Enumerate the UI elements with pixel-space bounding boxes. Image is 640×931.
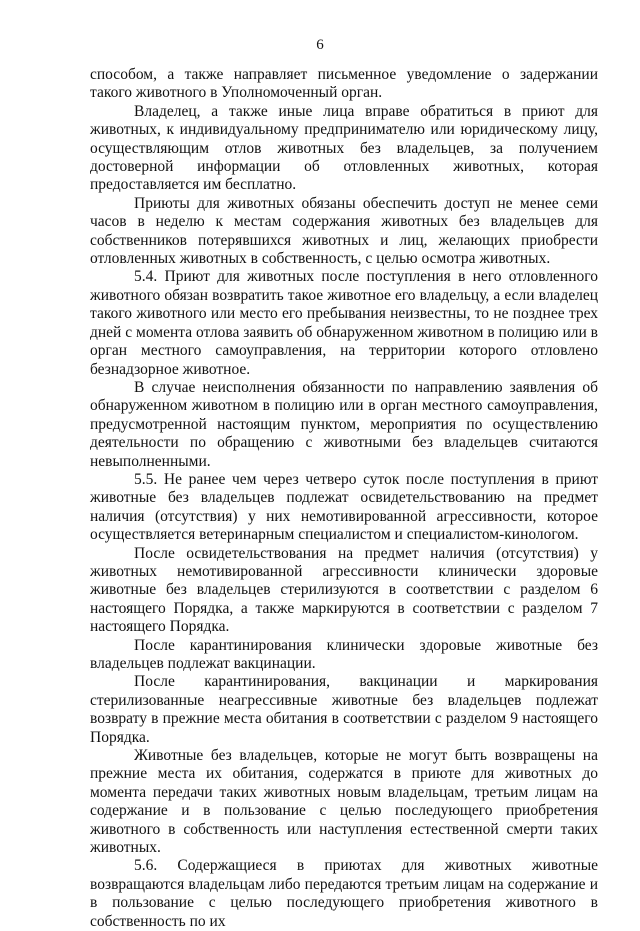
paragraph-section-5-5: 5.5. Не ранее чем через четверо суток после поступления в приют животные без владельцев подлежат освидетельствованию на предмет наличия (отсутствия) у них немотивированной агрессивности, которое осуществляется ветеринарным специалистом и специалистом-кинологом.	[90, 470, 598, 544]
paragraph-shelter-access: Приюты для животных обязаны обеспечить доступ не менее семи часов в неделю к местам содержания животных без владельцев для собственников потерявшихся животных и лиц, желающих приобрести отловленных животных в собственность, с целью осмотра животных.	[90, 194, 598, 268]
paragraph-return: После карантинирования, вакцинации и маркирования стерилизованные неагрессивные животные без владельцев подлежат возврату в прежние места обитания в соответствии с разделом 9 настоящего Порядка.	[90, 673, 598, 746]
paragraph-section-5-6: 5.6. Содержащиеся в приютах для животных животные возвращаются владельцам либо передаются третьим лицам на содержание и в пользование с целью последующего приобретения животного в собственность по их	[90, 857, 598, 930]
page-number: 6	[316, 37, 324, 53]
paragraph-non-fulfillment: В случае неисполнения обязанности по направлению заявления об обнаруженном животном в полицию или в орган местного самоуправления, предусмотренной настоящим пунктом, мероприятия по осуществлению деятельности по обращению с животными без владельцев считаются невыполненными.	[90, 378, 598, 470]
paragraph-section-5-4: 5.4. Приют для животных после поступления в него отловленного животного обязан возвратить такое животное его владельцу, а если владелец такого животного или место его пребывания неизвестны, то не позднее трех дней с момента отлова заявить об обнаруженном животном в полицию или в орган местного самоуправления, на территории которого отловлено безнадзорное животное.	[90, 268, 598, 378]
paragraph-vaccination: После карантинирования клинически здоровые животные без владельцев подлежат вакцинации.	[90, 636, 598, 672]
paragraph-kept-in-shelter: Животные без владельцев, которые не могут быть возвращены на прежние места их обитания, содержатся в приюте для животных до момента передачи таких животных новым владельцам, третьим лицам на содержание и в пользование с целью последующего приобретения животного в собственность или наступления естественной смерти таких животных.	[90, 747, 598, 857]
paragraph-owner-info-request: Владелец, а также иные лица вправе обратиться в приют для животных, к индивидуальному предпринимателю или юридическому лицу, осуществляющим отлов животных без владельцев, за получением достоверной информации об отловленных животных, которая предоставляется им бесплатно.	[90, 102, 598, 194]
paragraph-sterilization: После освидетельствования на предмет наличия (отсутствия) у животных немотивированной агрессивности клинически здоровые животные без владельцев стерилизуются в соответствии с разделом 6 настоящего Порядка, а также маркируются в соответствии с разделом 7 настоящего Порядка.	[90, 544, 598, 636]
document-body	[90, 66, 598, 931]
paragraph-continuation: способом, а также направляет письменное уведомление о задержании такого животного в Уполномоченный орган.	[90, 66, 598, 102]
